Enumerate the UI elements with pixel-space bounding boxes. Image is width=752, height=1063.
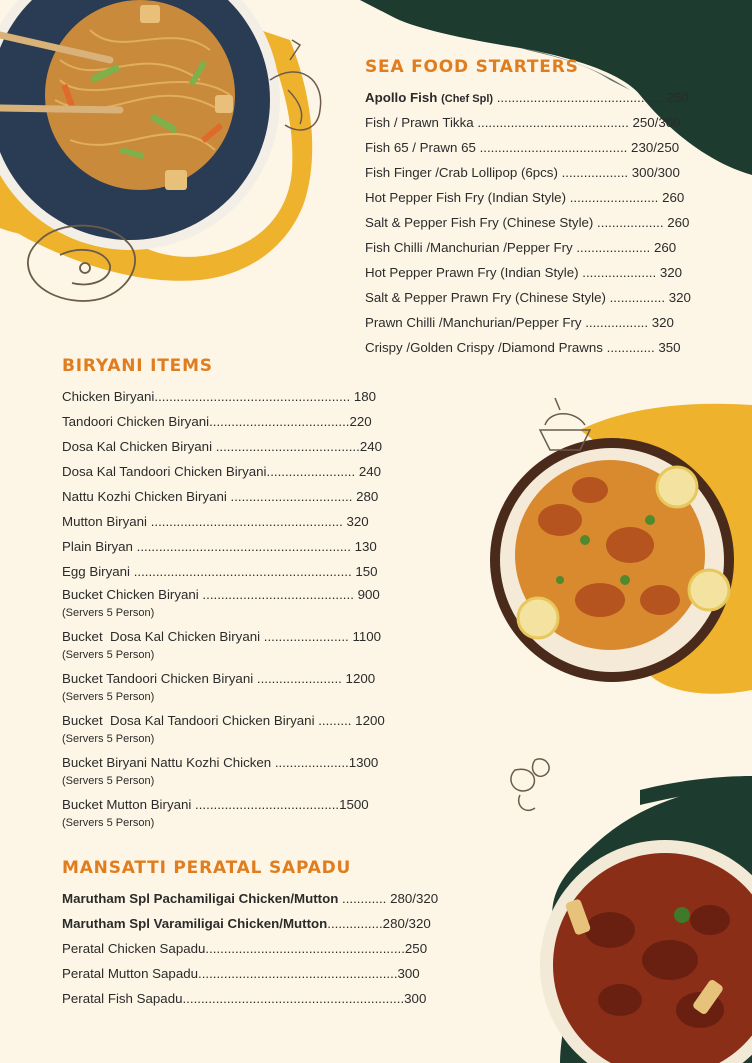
item-serves-note: (Servers 5 Person) (62, 649, 155, 661)
item-name: Bucket Dosa Kal Chicken Biryani (62, 629, 261, 644)
mansatti-peratal-sapadu-section (62, 858, 474, 1011)
biryani-items-section (62, 356, 412, 836)
item-price: 260 (667, 215, 690, 230)
biryani-plate-image (490, 438, 734, 682)
item-name: Fish Finger /Crab Lollipop (6pcs) (365, 165, 558, 180)
item-price: 250/300 (632, 115, 681, 130)
item-name: Hot Pepper Fish Fry (Indian Style) (365, 190, 567, 205)
item-name: Bucket Mutton Biryani (62, 797, 192, 812)
item-name: Bucket Biryani Nattu Kozhi Chicken (62, 755, 272, 770)
item-name: Hot Pepper Prawn Fry (Indian Style) (365, 265, 579, 280)
item-price: 350 (658, 340, 681, 355)
sea-food-starters-title: SEA FOOD STARTERS (365, 57, 579, 77)
item-price: 250 (666, 90, 689, 105)
menu-item (62, 668, 412, 710)
item-dots: ......................................... (198, 587, 358, 602)
item-name: Fish / Prawn Tikka (365, 115, 474, 130)
item-dots: .................. (593, 215, 668, 230)
item-price: 320 (651, 315, 674, 330)
item-name: Bucket Tandoori Chicken Biryani (62, 671, 254, 686)
menu-item (365, 310, 715, 335)
item-dots: ...................................................... (205, 941, 405, 956)
item-price: 1100 (352, 629, 382, 644)
item-price: 320 (346, 514, 369, 529)
item-name: Peratal Fish Sapadu (62, 991, 183, 1006)
menu-item (365, 210, 715, 235)
item-name: Dosa Kal Tandoori Chicken Biryani (62, 464, 267, 479)
item-name: Fish Chilli /Manchurian /Pepper Fry (365, 240, 573, 255)
menu-item (365, 285, 715, 310)
item-price: 300/300 (631, 165, 680, 180)
item-serves-note: (Servers 5 Person) (62, 733, 155, 745)
item-serves-note: (Servers 5 Person) (62, 817, 155, 829)
item-price: 260 (662, 190, 685, 205)
item-dots: ............... (327, 916, 383, 931)
item-price: 320 (659, 265, 683, 280)
item-dots: ....................... (253, 671, 346, 686)
item-price: 900 (357, 587, 380, 602)
item-note: (Chef Spl) (441, 93, 494, 105)
item-dots: ........................................................... (130, 564, 356, 579)
item-price: 320 (668, 290, 691, 305)
item-dots: .................... (271, 755, 349, 770)
menu-item (62, 752, 412, 794)
menu-item (365, 185, 715, 210)
mansatti-peratal-sapadu-title: MANSATTI PERATAL SAPADU (62, 858, 352, 878)
item-price: 1200 (345, 671, 376, 686)
item-name: Tandoori Chicken Biryani (62, 414, 210, 429)
menu-item (365, 110, 715, 135)
item-name: Mutton Biryani (62, 514, 147, 529)
item-name: Bucket Dosa Kal Tandoori Chicken Biryani (62, 713, 315, 728)
menu-item (62, 986, 474, 1011)
item-name: Bucket Chicken Biryani (62, 587, 199, 602)
item-price: 1300 (348, 755, 379, 770)
item-dots: ....................................... (191, 797, 340, 812)
item-price: 260 (653, 240, 677, 255)
item-name: Chicken Biryani (62, 389, 155, 404)
menu-item (365, 335, 715, 360)
menu-item (62, 459, 412, 484)
item-name: Prawn Chilli /Manchurian/Pepper Fry (365, 315, 582, 330)
menu-item (365, 235, 715, 260)
menu-item (62, 584, 412, 626)
item-name: Crispy /Golden Crispy /Diamond Prawns (365, 340, 603, 355)
item-dots: ........................ (266, 464, 359, 479)
item-price: 280 (356, 489, 379, 504)
item-name: Salt & Pepper Fish Fry (Chinese Style) (365, 215, 594, 230)
biryani-items-title: BIRYANI ITEMS (62, 356, 213, 376)
menu-item (62, 936, 474, 961)
item-dots: ............. (602, 340, 659, 355)
item-price: 230/250 (631, 140, 680, 155)
menu-item (62, 409, 412, 434)
menu-item (62, 534, 412, 559)
item-price: 180 (353, 389, 377, 404)
menu-item (62, 626, 412, 668)
item-price: 220 (349, 414, 372, 429)
menu-item (62, 911, 474, 936)
item-dots: ........................ (566, 190, 663, 205)
item-serves-note: (Servers 5 Person) (62, 691, 155, 703)
item-price: 1200 (355, 713, 385, 728)
item-serves-note: (Servers 5 Person) (62, 775, 155, 787)
item-dots: .......................................................... (132, 539, 355, 554)
menu-item (365, 85, 715, 110)
menu-item (62, 559, 412, 584)
item-name: Marutham Spl Varamiligai Chicken/Mutton (62, 916, 328, 931)
item-dots: ........................................ (475, 140, 632, 155)
item-dots: ...................................................... (198, 966, 398, 981)
item-dots: .................................................... (147, 514, 347, 529)
item-dots: ............................................. (493, 90, 667, 105)
item-dots: ............... (605, 290, 669, 305)
menu-item (62, 384, 412, 409)
menu-item (62, 710, 412, 752)
item-price: 1500 (339, 797, 369, 812)
item-name: Apollo Fish (365, 90, 442, 105)
item-name: Salt & Pepper Prawn Fry (Chinese Style) (365, 290, 606, 305)
item-name: Dosa Kal Chicken Biryani (62, 439, 213, 454)
menu-item (62, 434, 412, 459)
sea-food-starters-section (365, 57, 715, 360)
item-price: 240 (358, 464, 382, 479)
item-price: 280/320 (390, 891, 439, 906)
item-name: Peratal Chicken Sapadu (62, 941, 206, 956)
menu-item (62, 886, 474, 911)
item-name: Plain Biryan (62, 539, 133, 554)
item-dots: ................. (581, 315, 652, 330)
noodles-plate-image (0, 0, 280, 250)
item-dots: .................... (572, 240, 654, 255)
item-dots: ......... (314, 713, 356, 728)
item-dots: ...................................... (209, 414, 350, 429)
item-price: 250 (404, 941, 428, 956)
item-price: 240 (359, 439, 382, 454)
item-name: Egg Biryani (62, 564, 130, 579)
menu-item (62, 509, 412, 534)
beans-sketch (511, 759, 549, 810)
item-dots: ....................................... (212, 439, 360, 454)
menu-item (62, 484, 412, 509)
item-dots: ................................. (226, 489, 357, 504)
item-price: 300 (404, 991, 427, 1006)
menu-item (365, 135, 715, 160)
item-name: Fish 65 / Prawn 65 (365, 140, 476, 155)
menu-item (62, 794, 412, 836)
item-dots: ......................................... (473, 115, 633, 130)
item-price: 130 (354, 539, 377, 554)
item-price: 300 (397, 966, 420, 981)
item-dots: .................. (557, 165, 632, 180)
menu-item (62, 961, 474, 986)
item-dots: ............................................................ (182, 991, 405, 1006)
item-dots: ....................... (260, 629, 353, 644)
item-name: Marutham Spl Pachamiligai Chicken/Mutton (62, 891, 339, 906)
item-name: Peratal Mutton Sapadu (62, 966, 199, 981)
item-price: 150 (355, 564, 378, 579)
item-price: 280/320 (382, 916, 431, 931)
item-dots: ..................................................... (154, 389, 354, 404)
menu-item (365, 260, 715, 285)
item-dots: .................... (578, 265, 660, 280)
item-dots: ............ (338, 891, 391, 906)
item-serves-note: (Servers 5 Person) (62, 607, 155, 619)
item-name: Nattu Kozhi Chicken Biryani (62, 489, 227, 504)
menu-item (365, 160, 715, 185)
